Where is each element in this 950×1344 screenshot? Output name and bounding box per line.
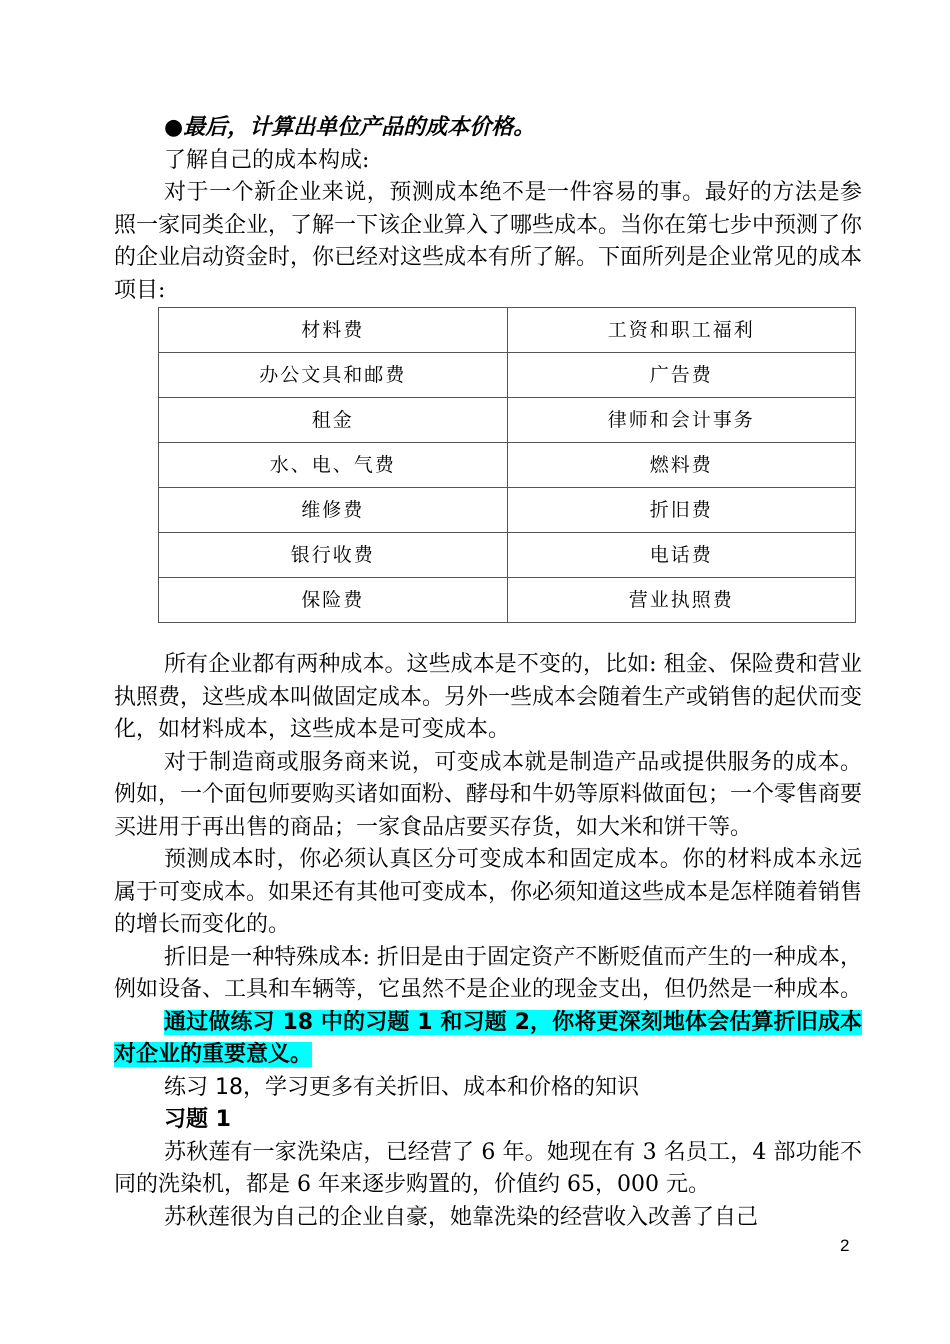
table-row bbox=[159, 308, 856, 353]
problem-paragraph: 苏秋莲很为自己的企业自豪，她靠洗染的经营收入改善了自己 bbox=[164, 1204, 759, 1230]
problem-title: 习题 1 bbox=[164, 1107, 231, 1132]
highlight-text: 通过做练习 18 中的习题 1 和习题 2，你将更深刻地体会估算折旧成本对企业的重要意义。 bbox=[114, 1009, 862, 1067]
problem-paragraph: 苏秋莲有一家洗染店，已经营了 6 年。她现在有 3 名员工，4 部功能不同的洗染机，都是 6 年来逐步购置的，价值约 65，000 元。 bbox=[114, 1139, 862, 1197]
table-cell: 电话费 bbox=[507, 533, 856, 578]
table-cell: 律师和会计事务 bbox=[507, 398, 856, 443]
table-cell: 工资和职工福利 bbox=[507, 308, 856, 353]
body-paragraph: 折旧是一种特殊成本: 折旧是由于固定资产不断贬值而产生的一种成本，例如设备、工具和车辆等，它虽然不是企业的现金支出，但仍然是一种成本。 bbox=[114, 944, 863, 1002]
table-cell: 维修费 bbox=[159, 488, 508, 533]
table-cell: 材料费 bbox=[159, 308, 508, 353]
body-paragraph: 对于制造商或服务商来说，可变成本就是制造产品或提供服务的成本。例如，一个面包师要购买诸如面粉、酵母和牛奶等原料做面包；一个零售商要买进用于再出售的商品；一家食品店要买存货，如大米和饼干等。 bbox=[114, 749, 863, 840]
subheading: 了解自己的成本构成: bbox=[164, 147, 370, 173]
exercise-title: 练习 18，学习更多有关折旧、成本和价格的知识 bbox=[164, 1074, 639, 1100]
table-cell: 水、电、气费 bbox=[159, 443, 508, 488]
body-paragraph: 预测成本时，你必须认真区分可变成本和固定成本。你的材料成本永远属于可变成本。如果还有其他可变成本，你必须知道这些成本是怎样随着销售的增长而变化的。 bbox=[114, 847, 863, 937]
section-heading: ●最后，计算出单位产品的成本价格。 bbox=[164, 115, 536, 140]
intro-paragraph: 对于一个新企业来说，预测成本绝不是一件容易的事。最好的方法是参照一家同类企业，了解一下该企业算入了哪些成本。当你在第七步中预测了你的企业启动资金时，你已经对这些成本有所了解。下面所列是企业常见的成本项目: bbox=[114, 180, 863, 303]
table-cell: 营业执照费 bbox=[507, 578, 856, 623]
spacer bbox=[114, 623, 862, 649]
table-cell: 租金 bbox=[159, 398, 508, 443]
table-row bbox=[159, 398, 856, 443]
table-cell: 燃料费 bbox=[507, 443, 856, 488]
table-row bbox=[159, 488, 856, 533]
page-content bbox=[114, 112, 862, 1234]
table-cell: 办公文具和邮费 bbox=[159, 353, 508, 398]
body-paragraph: 所有企业都有两种成本。这些成本是不变的，比如: 租金、保险费和营业执照费，这些成本叫做固定成本。另外一些成本会随着生产或销售的起伏而变化，如材料成本，这些成本是可变成本。 bbox=[114, 652, 863, 742]
table-cell: 广告费 bbox=[507, 353, 856, 398]
table-cell: 银行收费 bbox=[159, 533, 508, 578]
table-cell: 折旧费 bbox=[507, 488, 856, 533]
table-row bbox=[159, 443, 856, 488]
table-row bbox=[159, 578, 856, 623]
page-number: 2 bbox=[840, 1236, 850, 1255]
table-cell: 保险费 bbox=[159, 578, 508, 623]
cost-items-table bbox=[158, 307, 856, 623]
table-row bbox=[159, 533, 856, 578]
highlighted-note bbox=[114, 1007, 862, 1072]
table-row bbox=[159, 353, 856, 398]
